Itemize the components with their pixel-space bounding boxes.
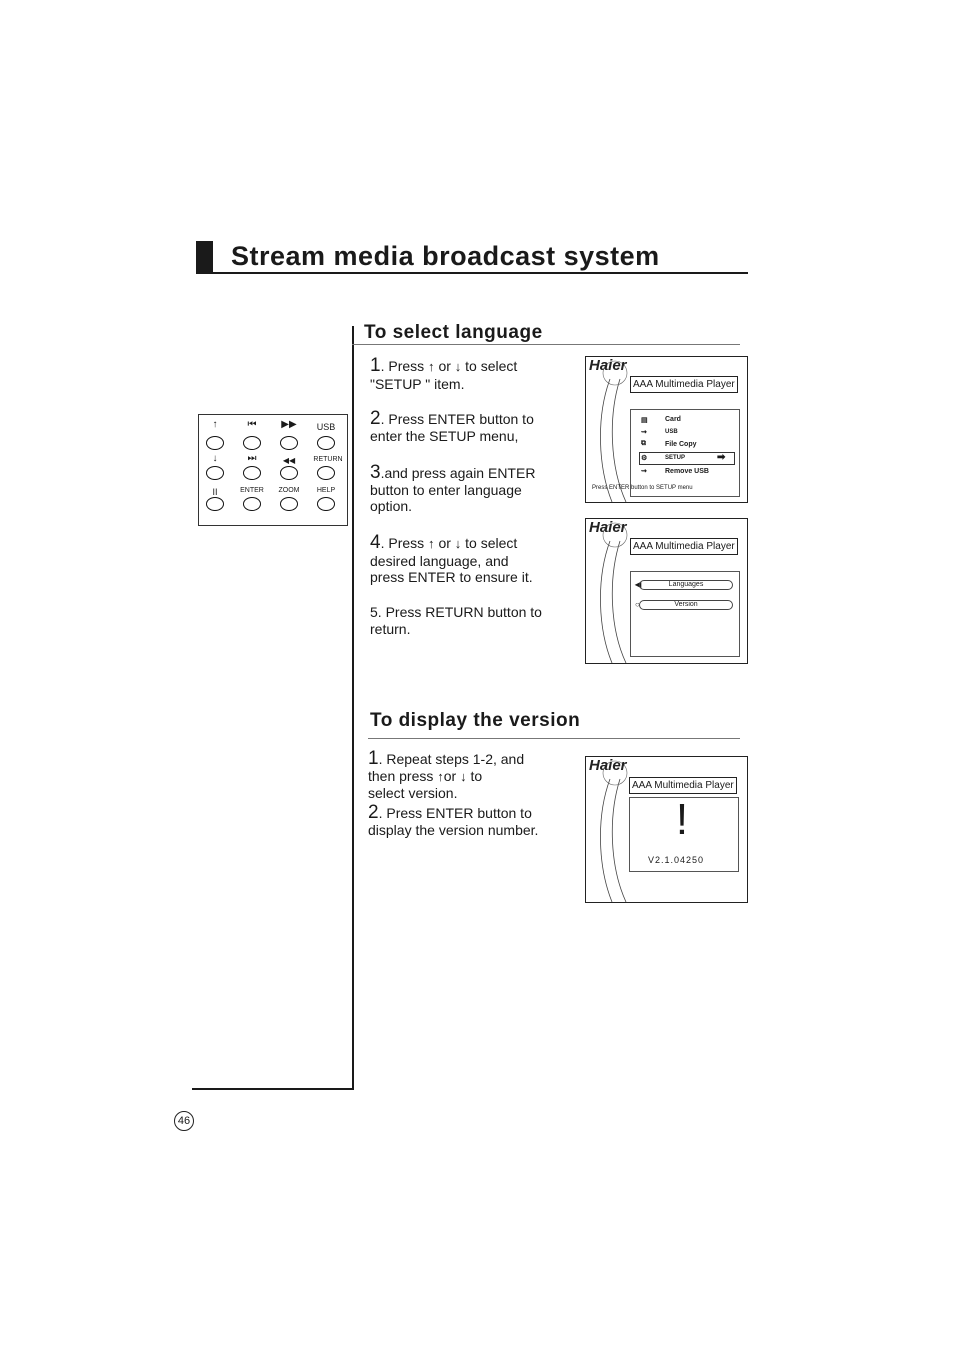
- language-step-4: 4. Press ↑ or ↓ to select desired language, and press ENTER to ensure it.: [370, 532, 533, 585]
- up-button[interactable]: [206, 436, 224, 450]
- arrow-down-icon: ↓: [454, 536, 462, 551]
- option-languages[interactable]: Languages: [639, 580, 733, 590]
- next-track-icon: ⏭: [247, 453, 257, 464]
- language-step-3: 3.and press again ENTER button to enter language option.: [370, 462, 536, 514]
- arrow-right-icon: ➡: [717, 452, 726, 463]
- language-step-5: 5. Press RETURN button to return.: [370, 604, 542, 637]
- down-button[interactable]: [206, 466, 224, 480]
- language-step-1: 1. Press ↑ or ↓ to select "SETUP " item.: [370, 355, 518, 392]
- section-rule: [368, 738, 740, 739]
- arrow-down-icon: ↓: [460, 768, 467, 784]
- title-rule: [196, 272, 748, 274]
- app-title: AAA Multimedia Player: [629, 777, 737, 794]
- page-title: Stream media broadcast system: [231, 241, 660, 271]
- menu-item-setup[interactable]: SETUP: [665, 455, 686, 461]
- app-title: AAA Multimedia Player: [630, 538, 738, 555]
- rewind-icon: ◀◀: [282, 456, 296, 465]
- zoom-label: ZOOM: [278, 487, 300, 494]
- speaker-icon: ◀: [635, 580, 642, 589]
- screen-main-menu: [585, 356, 748, 503]
- usb-icon: ⇝: [641, 429, 647, 436]
- arrow-down-icon: ↓: [454, 359, 462, 374]
- prev-button[interactable]: [243, 436, 261, 450]
- arrow-up-icon: ↑: [428, 536, 435, 551]
- section-heading-language: To select language: [364, 322, 543, 343]
- section-rule: [352, 344, 740, 345]
- version-panel: [629, 797, 739, 872]
- help-button[interactable]: [317, 497, 335, 511]
- zoom-button[interactable]: [280, 497, 298, 511]
- card-icon: ▤: [641, 417, 648, 424]
- arrow-up-icon: ↑: [428, 359, 435, 374]
- bottom-rule: [192, 1088, 354, 1090]
- remote-diagram: [198, 414, 348, 526]
- title-marker: [196, 241, 213, 274]
- page-number: 46: [174, 1111, 194, 1131]
- haier-logo: Haier: [589, 357, 627, 374]
- info-icon: ○: [635, 600, 640, 609]
- setup-panel: [630, 571, 740, 657]
- fast-forward-icon: ▶▶: [281, 419, 297, 430]
- pause-button[interactable]: [206, 497, 224, 511]
- return-button[interactable]: [317, 466, 335, 480]
- app-title: AAA Multimedia Player: [630, 376, 738, 393]
- setup-icon: ⚙: [641, 455, 648, 462]
- alert-icon: !: [675, 795, 689, 844]
- screen-version: [585, 756, 748, 903]
- usb-button[interactable]: [317, 436, 335, 450]
- pause-icon: II: [212, 487, 218, 497]
- enter-button[interactable]: [243, 497, 261, 511]
- hint-text: Press ENTER button to SETUP menu: [592, 485, 693, 491]
- arrow-up-icon: ↑: [212, 419, 218, 430]
- menu-item-usb[interactable]: USB: [665, 429, 678, 435]
- arrow-down-icon: ↓: [212, 453, 218, 464]
- section-heading-version: To display the version: [370, 710, 581, 731]
- version-step-1: 1. Repeat steps 1-2, and then press ↑or ↓ to select version.: [368, 748, 525, 801]
- next-button[interactable]: [243, 466, 261, 480]
- enter-label: ENTER: [240, 487, 264, 494]
- menu-item-file-copy[interactable]: File Copy: [665, 441, 697, 448]
- prev-track-icon: ⏮: [247, 419, 257, 430]
- version-step-2: 2. Press ENTER button to display the version number.: [368, 802, 539, 838]
- version-number: V2.1.04250: [648, 855, 705, 865]
- language-step-2: 2. Press ENTER button to enter the SETUP menu,: [370, 408, 534, 444]
- menu-item-card[interactable]: Card: [665, 416, 681, 423]
- option-version[interactable]: Version: [639, 600, 733, 610]
- column-divider: [352, 326, 354, 1090]
- help-label: HELP: [316, 487, 336, 494]
- remove-usb-icon: ⇝: [641, 468, 647, 475]
- screen-setup-menu: [585, 518, 748, 664]
- arrow-up-icon: ↑: [437, 768, 444, 784]
- rewind-button[interactable]: [280, 466, 298, 480]
- menu-panel: [630, 409, 740, 497]
- return-label: RETURN: [313, 456, 343, 463]
- ff-button[interactable]: [280, 436, 298, 450]
- haier-logo: Haier: [589, 757, 627, 774]
- file-copy-icon: ⧉: [641, 440, 646, 447]
- usb-label: USB: [316, 422, 336, 432]
- menu-item-remove-usb[interactable]: Remove USB: [665, 468, 709, 475]
- haier-logo: Haier: [589, 519, 627, 536]
